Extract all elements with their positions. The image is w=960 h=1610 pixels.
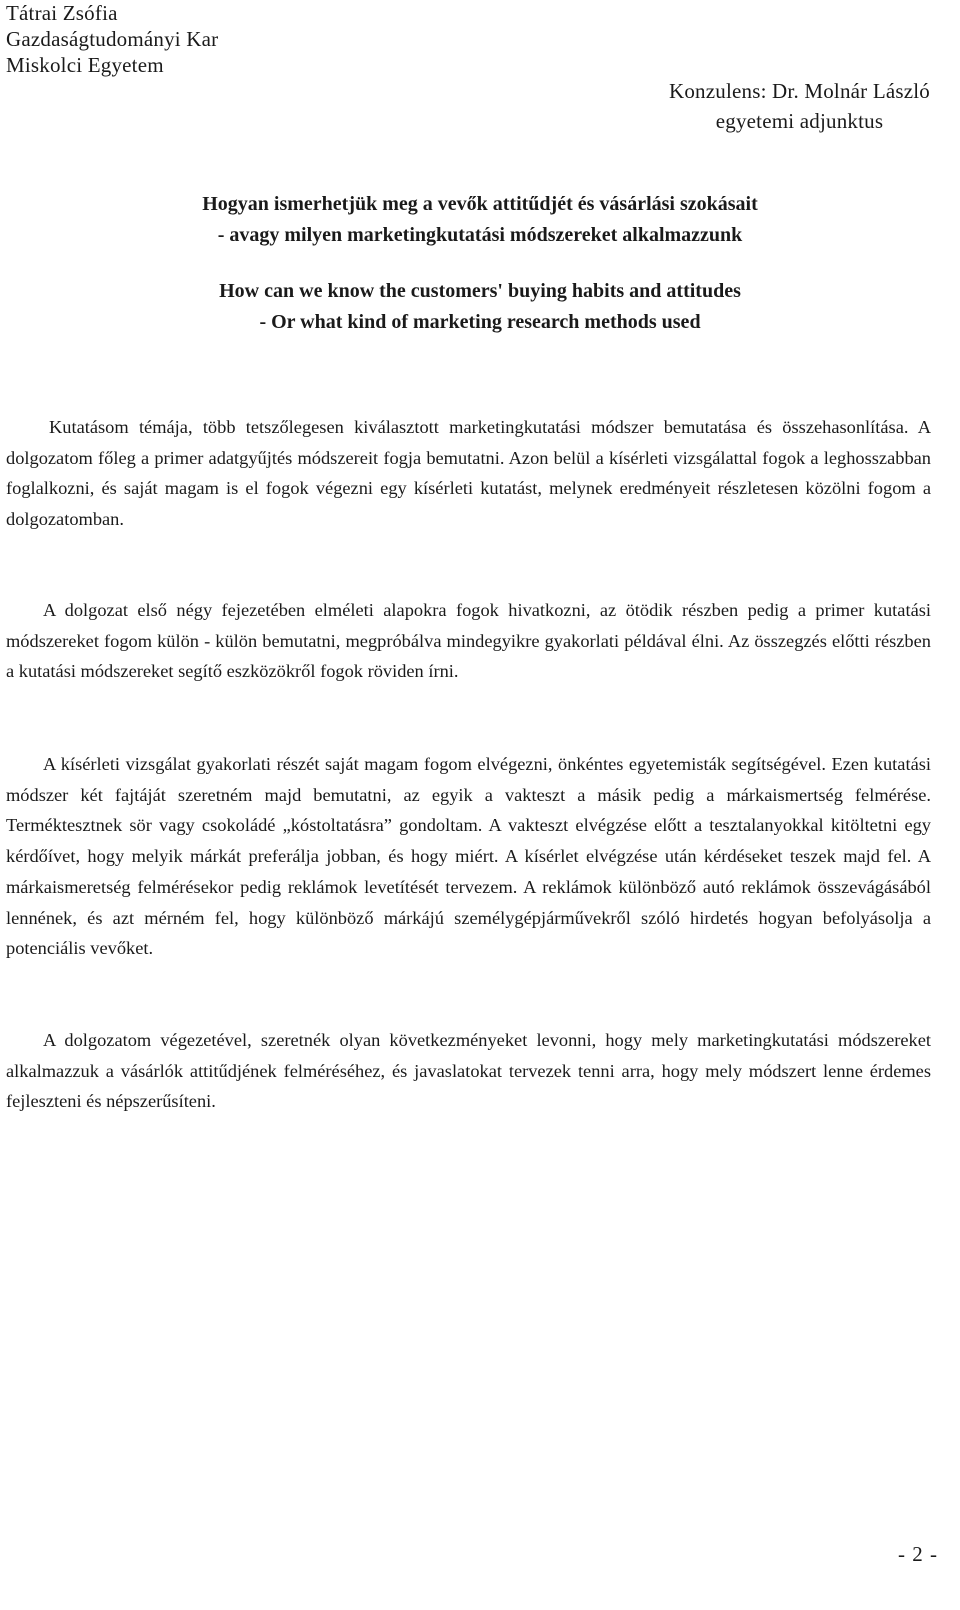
page-number: - 2 - — [898, 1542, 938, 1566]
author-name: Tátrai Zsófia — [6, 1, 118, 25]
author-block — [6, 0, 218, 78]
university-name: Miskolci Egyetem — [6, 53, 164, 77]
consultant-position: egyetemi adjunktus — [715, 109, 884, 133]
consultant-block — [669, 76, 930, 136]
title-hungarian-line-1: Hogyan ismerhetjük meg a vevők attitűdjét és vásárlási szokásait — [202, 193, 758, 215]
paragraph-structure: A dolgozat első négy fejezetében elméleti alapokra fogok hivatkozni, az ötödik részben pedig a primer kutatási módszereket fogom külön - külön bemutatni, megpróbálva mindegyikre gyakorlati példával élni. Az összegzés előtti részben a kutatási módszereket segítő eszközökről fogok röviden írni. — [6, 600, 931, 682]
consultant-name: Konzulens: Dr. Molnár László — [668, 79, 930, 103]
title-english-line-2: - Or what kind of marketing research methods used — [259, 311, 701, 333]
title-hungarian-line-2: - avagy milyen marketingkutatási módszereket alkalmazzunk — [217, 224, 743, 246]
paragraph-research-topic: Kutatásom témája, több tetszőlegesen kiválasztott marketingkutatási módszer bemutatása és összehasonlítása. A dolgozatom főleg a primer adatgyűjtés módszereit fogja bemutatni. Azon belül a kísérleti vizsgálattal fogok a leghosszabban foglalkozni, és saját magam is el fogok végezni egy kísérleti kutatást, melynek eredményeit részletesen közölni fogom a dolgozatomban. — [6, 417, 931, 530]
paragraph-conclusion: A dolgozatom végezetével, szeretnék olyan következményeket levonni, hogy mely marketingkutatási módszereket alkalmazzuk a vásárlók attitűdjének felméréséhez, és javaslatokat tervezek tenni arra, hogy mely módszert lenne érdemes fejleszteni és népszerűsíteni. — [6, 1030, 931, 1112]
paragraph-experiment: A kísérleti vizsgálat gyakorlati részét saját magam fogom elvégezni, önkéntes egyetemisták segítségével. Ezen kutatási módszer két fajtáját szeretném majd bemutatni, az egyik a vakteszt a másik pedig a márkaismertség felmérése. Terméktesztnek sör vagy csokoládé „kóstoltatásra” gondoltam. A vakteszt elvégzése előtt a tesztalanyokkal kitöltetni egy kérdőívet, hogy melyik márkát preferálja jobban, és hogy miért. A kísérlet elvégzése után kérdéseket teszek majd fel. A márkaismeretség felmérésekor pedig reklámok levetítését tervezem. A reklámok különböző autó reklámok összevágásából lennének, és azt mérném fel, hogy különböző márkájú személygépjárművekről szóló hirdetés hogyan befolyásolja a potenciális vevőket. — [6, 754, 931, 959]
faculty-name: Gazdaságtudományi Kar — [6, 27, 219, 51]
title-hungarian — [0, 189, 960, 251]
title-english — [0, 276, 960, 338]
title-english-line-1: How can we know the customers' buying habits and attitudes — [219, 280, 741, 302]
